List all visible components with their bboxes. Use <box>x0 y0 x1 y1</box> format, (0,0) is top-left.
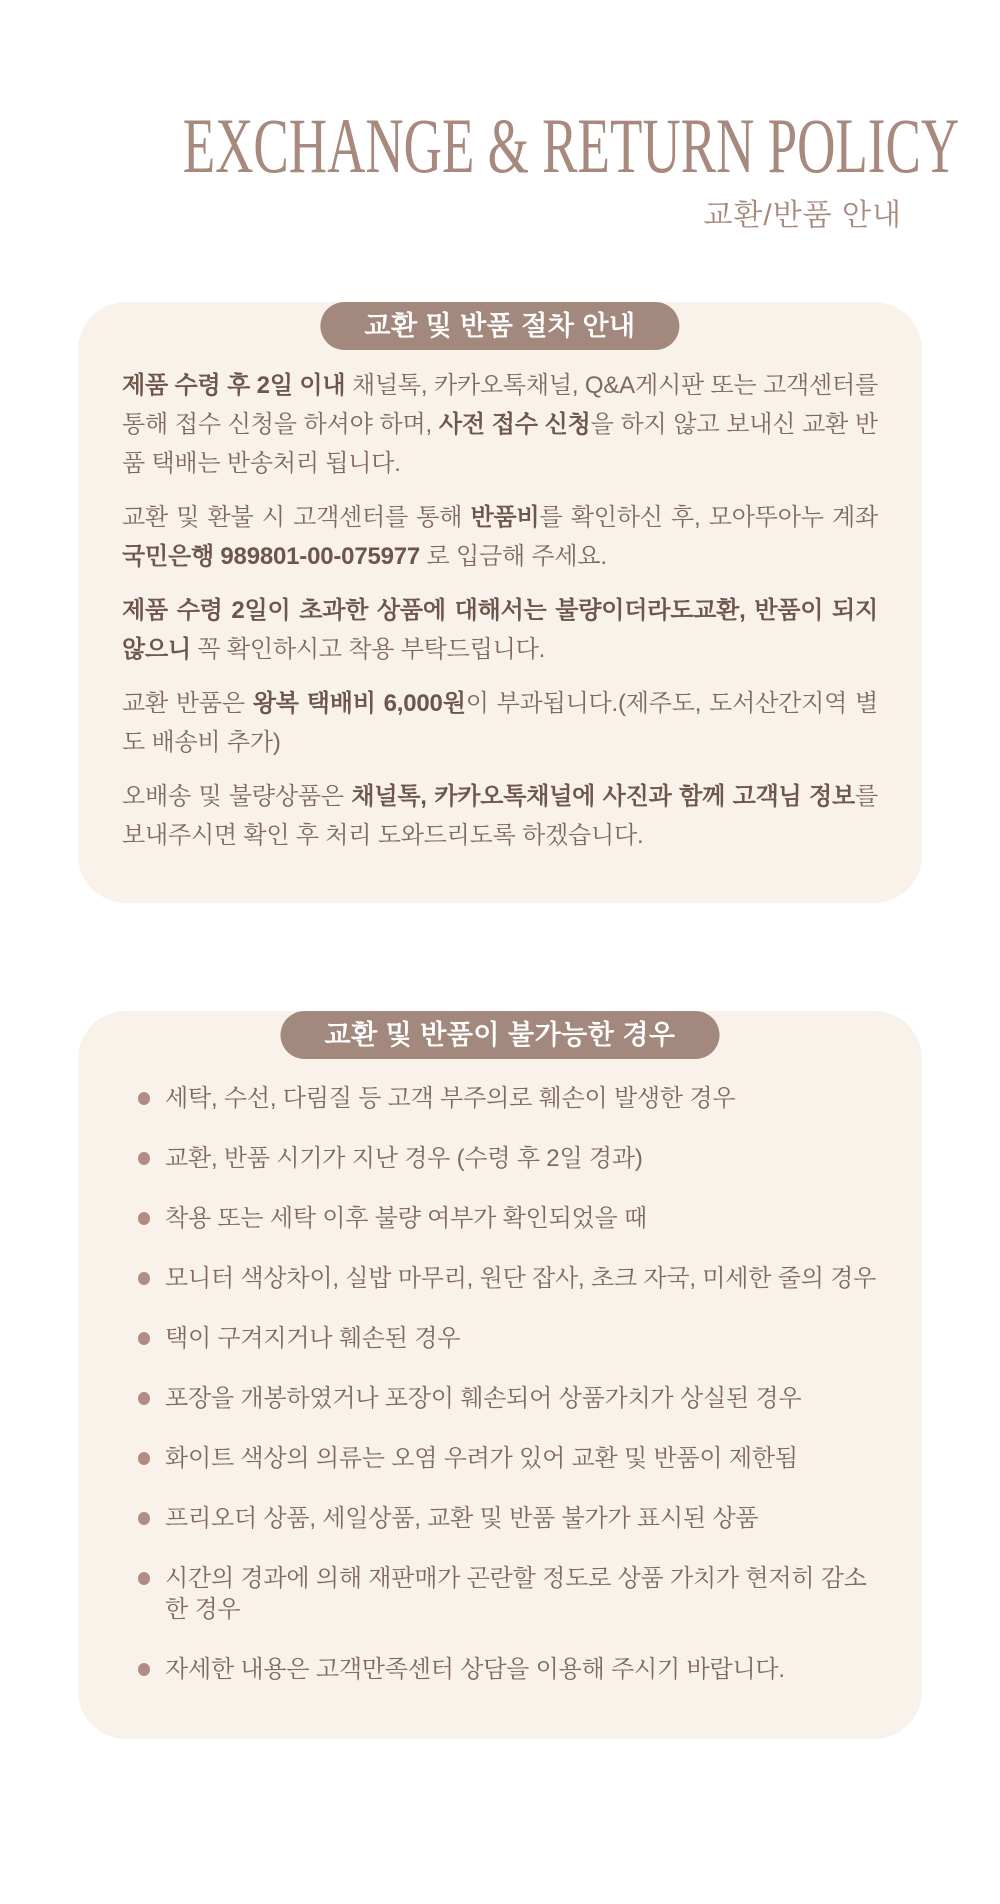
policy-paragraph <box>122 777 878 855</box>
list-item-text: 세탁, 수선, 다림질 등 고객 부주의로 훼손이 발생한 경우 <box>165 1085 736 1112</box>
dot-bullet-icon <box>138 1092 150 1105</box>
policy-list-item <box>138 1383 882 1414</box>
procedure-policy-box <box>78 302 922 903</box>
paragraph-text: 을 하지 않고 보내신 교환 반품 택배는 반송처리 됩니다. <box>122 411 878 477</box>
page-subtitle: 교환/반품 안내 <box>703 199 902 232</box>
paragraph-text: 교환 반품은 <box>122 690 253 717</box>
list-item-text: 화이트 색상의 의류는 오염 우려가 있어 교환 및 반품이 제한됨 <box>165 1445 798 1472</box>
paragraph-text: 를 보내주시면 확인 후 처리 도와드리도록 하겠습니다. <box>122 783 878 849</box>
procedure-paragraphs <box>122 366 878 855</box>
dot-bullet-icon <box>138 1212 150 1225</box>
paragraph-bold-text: 국민은행 989801-00-075977 <box>122 543 421 570</box>
policy-list-item <box>138 1654 882 1685</box>
procedure-section-badge: 교환 및 반품 절차 안내 <box>320 302 679 350</box>
policy-list-item <box>138 1443 882 1474</box>
list-item-text: 착용 또는 세탁 이후 불량 여부가 확인되었을 때 <box>165 1205 647 1232</box>
list-item-text: 시간의 경과에 의해 재판매가 곤란할 정도로 상품 가치가 현저히 감소한 경우 <box>165 1565 867 1623</box>
non-returnable-policy-box <box>78 1011 922 1739</box>
paragraph-bold-text: 반품비 <box>470 504 540 531</box>
dot-bullet-icon <box>138 1512 150 1525</box>
paragraph-text: 이 부과됩니다.(제주도, 도서산간지역 별도 배송비 추가) <box>122 690 879 756</box>
non-returnable-cases-section <box>78 1011 922 1739</box>
paragraph-bold-text: 제품 수령 후 2일 이내 <box>122 372 346 399</box>
list-item-text: 택이 구겨지거나 훼손된 경우 <box>165 1325 461 1352</box>
list-item-text: 모니터 색상차이, 실밥 마무리, 원단 잡사, 초크 자국, 미세한 줄의 경우 <box>165 1265 877 1292</box>
non-returnable-section-badge: 교환 및 반품이 불가능한 경우 <box>281 1011 720 1059</box>
paragraph-text: 채널톡, 카카오톡채널, Q&A게시판 또는 고객센터를 통해 접수 신청을 하셔야 하며, <box>122 372 878 438</box>
paragraph-text: 오배송 및 불량상품은 <box>122 783 352 810</box>
policy-paragraph <box>122 498 878 576</box>
non-returnable-list <box>128 1083 882 1685</box>
paragraph-text: 꼭 확인하시고 착용 부탁드립니다. <box>190 636 546 663</box>
paragraph-bold-text: 왕복 택배비 6,000원 <box>252 690 466 717</box>
policy-paragraph <box>122 684 878 762</box>
policy-list-item <box>138 1203 882 1234</box>
policy-list-item <box>138 1323 882 1354</box>
policy-list-item <box>138 1263 882 1294</box>
dot-bullet-icon <box>138 1572 150 1585</box>
dot-bullet-icon <box>138 1392 150 1405</box>
policy-list-item <box>138 1503 882 1534</box>
paragraph-bold-text: 제품 수령 2일이 초과한 상품에 대해서는 불량이더라도교환, 반품이 되지 않으니 <box>122 597 878 663</box>
policy-paragraph <box>122 366 878 483</box>
paragraph-text: 로 입금해 주세요. <box>420 543 607 570</box>
policy-paragraph <box>122 591 878 669</box>
list-item-text: 자세한 내용은 고객만족센터 상담을 이용해 주시기 바랍니다. <box>165 1656 785 1683</box>
list-item-text: 프리오더 상품, 세일상품, 교환 및 반품 불가가 표시된 상품 <box>165 1505 759 1532</box>
exchange-return-procedure-section <box>78 302 922 903</box>
policy-list-item <box>138 1563 882 1625</box>
policy-list-item <box>138 1143 882 1174</box>
dot-bullet-icon <box>138 1152 150 1165</box>
paragraph-text: 교환 및 환불 시 고객센터를 통해 <box>122 504 471 531</box>
dot-bullet-icon <box>138 1272 150 1285</box>
policy-list-item <box>138 1083 882 1114</box>
paragraph-text: 를 확인하신 후, 모아뚜아누 계좌 <box>539 504 878 531</box>
page-title-text: EXCHANGE & RETURN POLICY <box>182 102 960 189</box>
paragraph-bold-text: 채널톡, 카카오톡채널에 사진과 함께 고객님 정보 <box>351 783 856 810</box>
dot-bullet-icon <box>138 1332 150 1345</box>
dot-bullet-icon <box>138 1663 150 1676</box>
dot-bullet-icon <box>138 1452 150 1465</box>
paragraph-bold-text: 사전 접수 신청 <box>438 411 591 438</box>
page-title <box>0 0 1000 188</box>
list-item-text: 포장을 개봉하였거나 포장이 훼손되어 상품가치가 상실된 경우 <box>165 1385 802 1412</box>
list-item-text: 교환, 반품 시기가 지난 경우 (수령 후 2일 경과) <box>165 1145 643 1172</box>
